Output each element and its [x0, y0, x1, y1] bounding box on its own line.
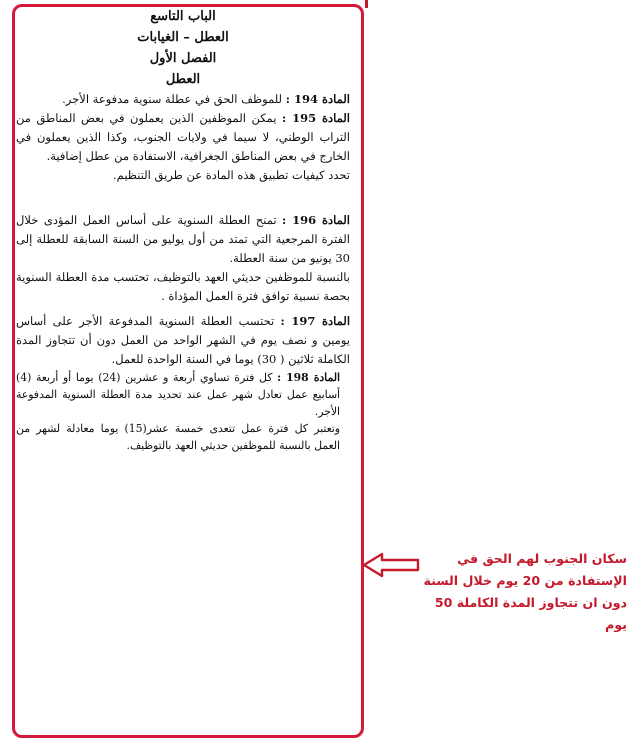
- chapter-title: الباب التاسع: [150, 9, 216, 24]
- section-subtitle: العطل: [165, 72, 201, 87]
- article-label: المادة 198 :: [277, 371, 340, 384]
- article-198: [16, 369, 340, 420]
- annotation-line-2: الإستفادة من 20 يوم خلال السنة: [423, 573, 627, 588]
- article-text: يمكن الموظفين الذين يعملون في بعض المناطق من التراب الوطني، لا سيما في ولايات الجنوب، وكذا الذين يعملون في الخارج في بعض المناطق الجغرافية، الاستفادة من عطل إضافية.: [16, 111, 350, 163]
- article-196: [16, 211, 350, 268]
- spacer: [16, 185, 350, 211]
- article-text: كل فترة تساوي أربعة و عشرين (24) يوما أو أربعة (4) أسابيع عمل تعادل شهر عمل عند تحديد مدة العطلة السنوية المدفوعة الأجر.: [16, 371, 340, 418]
- article-196-note: بالنسبة للموظفين حديثي العهد بالتوظيف، تحتسب مدة العطلة السنوية بحصة نسبية توافق فترة العمل المؤداة .: [16, 270, 350, 303]
- article-195: [16, 109, 350, 166]
- annotation-line-1: سكان الجنوب لهم الحق في: [457, 551, 627, 566]
- article-text: تمنح العطلة السنوية على أساس العمل المؤدى خلال الفترة المرجعية التي تمتد من أول يوليو من السنة السابقة للعطلة إلى 30 يونيو من سنة العطلة.: [16, 213, 350, 265]
- annotation-callout: [415, 548, 627, 636]
- article-text: للموظف الحق في عطلة سنوية مدفوعة الأجر.: [62, 92, 283, 106]
- article-195-note: تحدد كيفيات تطبيق هذه المادة عن طريق التنظيم.: [113, 168, 350, 182]
- top-edge-mark: [365, 0, 368, 8]
- document-page: [16, 6, 350, 454]
- article-label: المادة 195 :: [281, 111, 350, 125]
- small-print-block: [16, 369, 350, 454]
- pointer-arrow-icon: [362, 552, 420, 578]
- article-label: المادة 196 :: [282, 213, 350, 227]
- article-label: المادة 194 :: [285, 92, 350, 106]
- article-197: [16, 312, 350, 369]
- annotation-line-3: دون ان تتجاوز المدة الكاملة 50 يوم: [434, 595, 627, 632]
- chapter-subtitle: العطل – الغيابات: [137, 30, 229, 45]
- article-text: تحتسب العطلة السنوية المدفوعة الأجر على أساس يومين و نصف يوم في الشهر الواحد من العمل دون أن تتجاوز المدة الكاملة ثلاثين ( 30) يوما في السنة الواحدة للعمل.: [16, 314, 350, 366]
- section-title: الفصل الأول: [149, 51, 217, 66]
- article-label: المادة 197 :: [280, 314, 351, 328]
- article-198-note: وتعتبر كل فترة عمل تتعدى خمسة عشر(15) يوما معادلة لشهر من العمل بالنسبة للموظفين حديثي العهد بالتوظيف.: [16, 422, 341, 452]
- article-194: [16, 90, 350, 109]
